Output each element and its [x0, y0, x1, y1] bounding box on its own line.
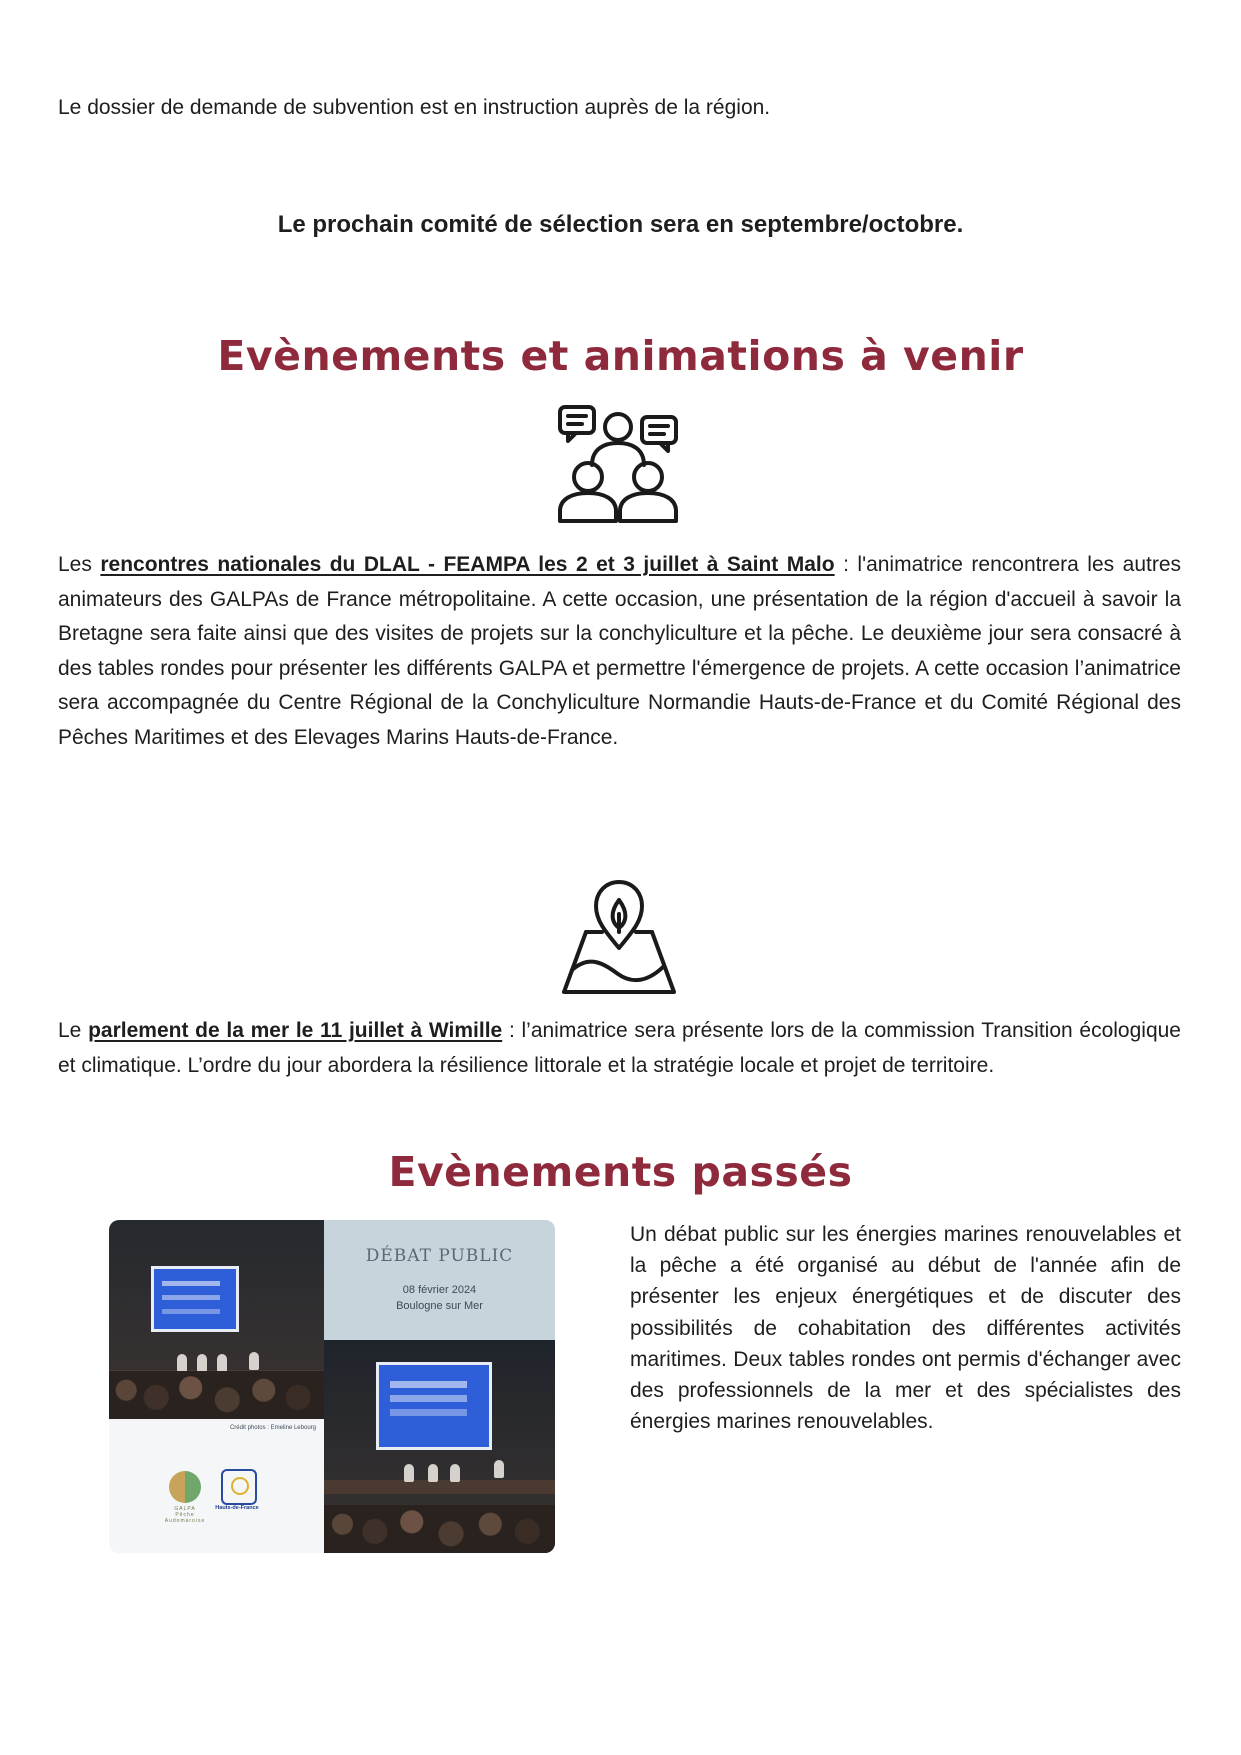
event1-title-link[interactable]: rencontres nationales du DLAL - FEAMPA les 2 et 3 juillet à Saint Malo [100, 553, 835, 576]
past-event-description: Un débat public sur les énergies marines renouvelables et la pêche a été organisé au début de l'année afin de présenter les enjeux énergétiques et de discuter des possibilités de cohabitation des différentes activités maritimes. Deux tables rondes ont permis d'échanger avec des professionnels de la mer et des spécialistes des énergies marines renouvelables. [630, 1223, 1181, 1434]
projection-screen [376, 1362, 492, 1450]
panelist [494, 1460, 504, 1478]
meeting-people-speech-bubbles-icon [558, 405, 678, 525]
poster-date: 08 février 2024 [402, 1284, 477, 1296]
collage-logos-area [109, 1419, 324, 1553]
panelist [450, 1464, 460, 1482]
photo-credit: Crédit photos : Emeline Lebourg [229, 1425, 316, 1431]
galpa-logo [169, 1471, 201, 1503]
event2-prefix: Le [58, 1019, 89, 1042]
debate-poster [324, 1220, 555, 1553]
hauts-de-france-logo [221, 1469, 257, 1505]
event-rencontres-nationales [58, 548, 1181, 756]
event1-prefix: Les [58, 553, 101, 576]
panelist [177, 1354, 187, 1372]
projection-screen [151, 1266, 239, 1332]
past-events-heading: Evènements passés [388, 1148, 853, 1196]
event2-description: : l’animatrice sera présente lors de la commission Transition écologique et climatique. L’ordre du jour abordera la résilience littorale et la stratégie locale et projet de territoire. [58, 1019, 1181, 1077]
panelist [404, 1464, 414, 1482]
poster-header [324, 1220, 555, 1340]
map-pin-leaf-icon [560, 878, 678, 996]
poster-title: DÉBAT PUBLIC [365, 1246, 514, 1266]
next-committee-text: Le prochain comité de sélection sera en septembre/octobre. [277, 211, 964, 238]
galpa-logo-sublabel: Pêche Audomaroise [164, 1512, 206, 1524]
debate-photo-collage [109, 1220, 555, 1553]
galpa-logo-label: GALPA [174, 1506, 196, 1512]
poster-place: Boulogne sur Mer [396, 1300, 483, 1312]
galpa-logo-text [161, 1506, 209, 1524]
panelist [428, 1464, 438, 1482]
event1-description: : l'animatrice rencontrera les autres animateurs des GALPAs de France métropolitaine. A cette occasion, une présentation de la région d'accueil à savoir la Bretagne sera faite ainsi que des visites de projets sur la conchyliculture et la pêche. Le deuxième jour sera consacré à des tables rondes pour présenter les différents GALPA et permettre l'émergence de projets. A cette occasion l’animatrice sera accompagnée du Centre Régional de la Conchyliculture Normandie Hauts-de-France et du Comité Régional des Pêches Maritimes et des Elevages Marins Hauts-de-France. [58, 553, 1182, 749]
upcoming-events-heading: Evènements et animations à venir [217, 332, 1024, 380]
event-parlement-mer [58, 1014, 1181, 1083]
conference-photo-left [109, 1220, 324, 1419]
panelist [197, 1354, 207, 1372]
audience [324, 1505, 555, 1553]
stage [324, 1480, 555, 1494]
subsidy-status-text: Le dossier de demande de subvention est en instruction auprès de la région. [58, 96, 771, 119]
audience [109, 1371, 324, 1419]
event2-title-link[interactable]: parlement de la mer le 11 juillet à Wimille [88, 1019, 503, 1042]
conference-photo-right [324, 1340, 555, 1553]
panelist [217, 1354, 227, 1372]
panelist [249, 1352, 259, 1370]
hauts-de-france-logo-text: Hauts-de-France [215, 1505, 259, 1511]
